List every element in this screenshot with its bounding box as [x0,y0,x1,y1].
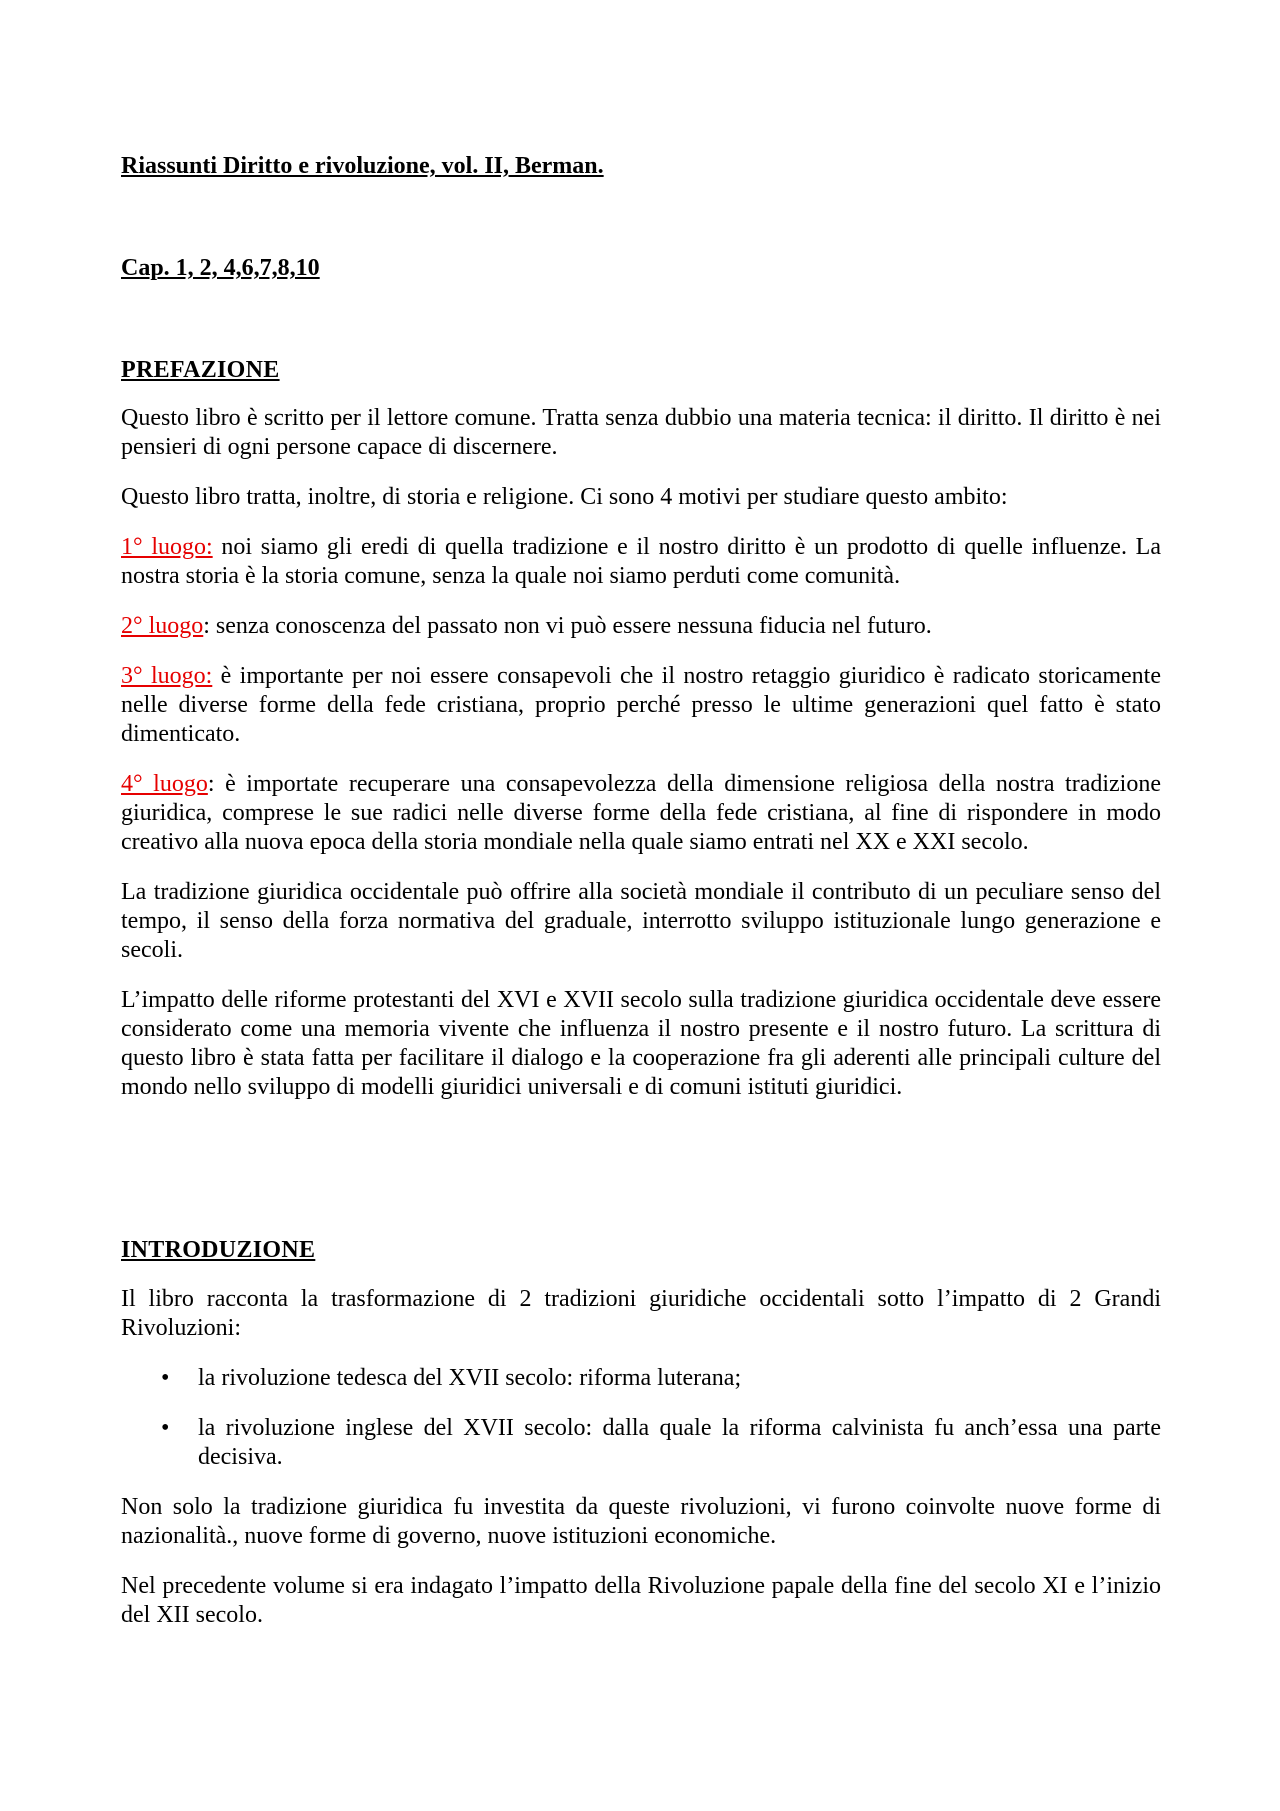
motivo-1 [121,533,1161,591]
heading-introduzione: INTRODUZIONE [121,1237,316,1263]
motivo-4-text: : è importate recuperare una consapevolezza della dimensione religiosa della nostra tradizione giuridica, comprese le sue radici nelle diverse forme della fede cristiana, al fine di rispondere in modo creativo alla nuova epoca della storia mondiale nella quale siamo entrati nel XX e XXI secolo. [121,771,1162,855]
motivo-4-label: 4° luogo [121,771,208,797]
motivo-3-label: 3° luogo: [121,663,213,689]
prefazione-paragraph-3: La tradizione giuridica occidentale può offrire alla società mondiale il contributo di un peculiare senso del tempo, il senso della forza normativa del graduale, interrotto sviluppo istituzionale lungo generazione e secoli. [121,879,1161,963]
motivo-2-text: : senza conoscenza del passato non vi può essere nessuna fiducia nel futuro. [203,613,932,639]
motivo-2-label: 2° luogo [121,613,204,639]
motivo-4 [121,770,1161,857]
list-item [121,1414,1161,1472]
motivo-3 [121,662,1161,749]
list-item [121,1364,1161,1393]
motivo-1-label: 1° luogo: [121,534,213,560]
section-introduzione [121,1236,1161,1651]
heading-prefazione: PREFAZIONE [121,357,280,383]
introduzione-paragraph-1: Il libro racconta la trasformazione di 2 tradizioni giuridiche occidentali sotto l’impatto di 2 Grandi Rivoluzioni: [121,1286,1161,1341]
prefazione-paragraph-2: Questo libro tratta, inoltre, di storia e religione. Ci sono 4 motivi per studiare questo ambito: [121,484,1008,510]
introduzione-paragraph-2: Non solo la tradizione giuridica fu investita da queste rivoluzioni, vi furono coinvolte nuove forme di nazionalità., nuove forme di governo, nuove istituzioni economiche. [121,1494,1161,1549]
chapter-list: Cap. 1, 2, 4,6,7,8,10 [121,255,320,281]
section-prefazione [121,356,1161,1123]
prefazione-paragraph-4: L’impatto delle riforme protestanti del XVI e XVII secolo sulla tradizione giuridica occidentale deve essere considerato come una memoria vivente che influenza il nostro presente e il nostro futuro. La scrittura di questo libro è stata fatta per facilitare il dialogo e la cooperazione fra gli aderenti alle principali culture del mondo nello sviluppo di modelli giuridici universali e di comuni istituti giuridici. [121,987,1161,1100]
bullet-icon: • [161,1365,170,1391]
rivoluzioni-list [121,1364,1161,1472]
introduzione-paragraph-3: Nel precedente volume si era indagato l’impatto della Rivoluzione papale della fine del secolo XI e l’inizio del XII secolo. [121,1573,1161,1628]
document-title: Riassunti Diritto e rivoluzione, vol. II, Berman. [121,153,604,179]
list-item-text: la rivoluzione inglese del XVII secolo: dalla quale la riforma calvinista fu anch’essa una parte decisiva. [198,1415,1161,1470]
motivo-2 [121,612,1161,641]
motivo-3-text: è importante per noi essere consapevoli che il nostro retaggio giuridico è radicato storicamente nelle diverse forme della fede cristiana, proprio perché presso le ultime generazioni quel fatto è stato dimenticato. [121,663,1161,747]
prefazione-paragraph-1: Questo libro è scritto per il lettore comune. Tratta senza dubbio una materia tecnica: il diritto. Il diritto è nei pensieri di ogni persone capace di discernere. [121,405,1161,460]
bullet-icon: • [161,1415,170,1441]
list-item-text: la rivoluzione tedesca del XVII secolo: riforma luterana; [198,1365,742,1391]
motivo-1-text: noi siamo gli eredi di quella tradizione e il nostro diritto è un prodotto di quelle influenze. La nostra storia è la storia comune, senza la quale noi siamo perduti come comunità. [121,534,1161,589]
